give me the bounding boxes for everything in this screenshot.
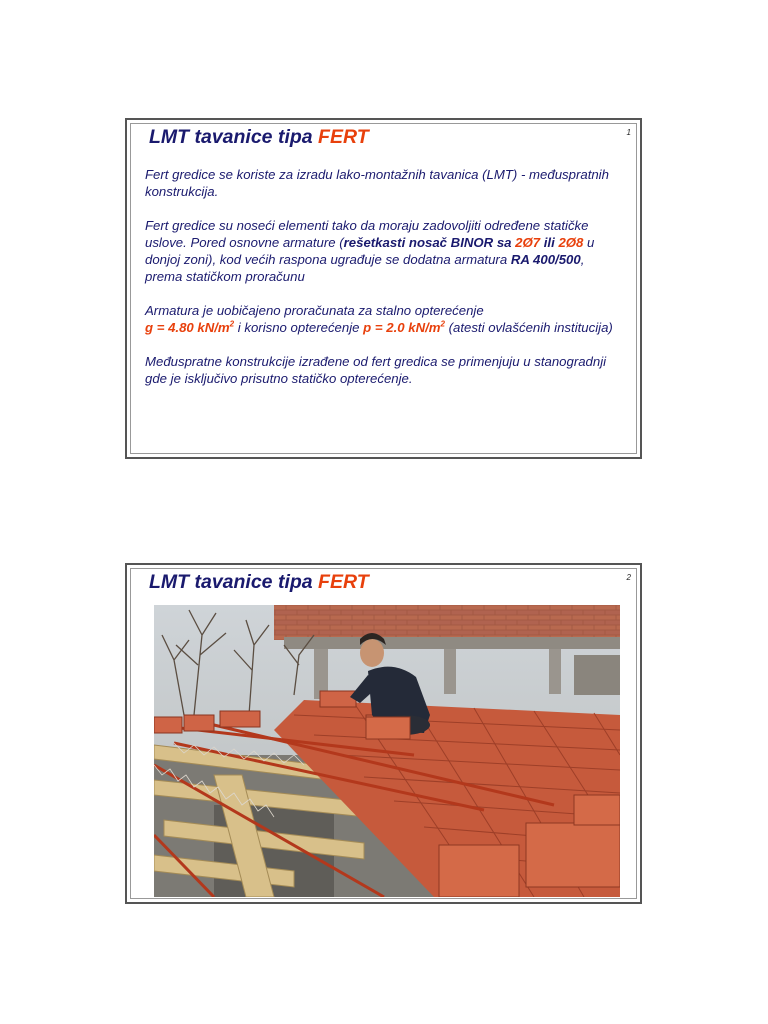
slide-2-title-accent: FERT (318, 571, 369, 593)
slide-1-body (145, 166, 625, 404)
slide-2-title: LMT tavanice tipa FERT (149, 571, 369, 593)
paragraph-2: Fert gredice su noseći elementi tako da moraju zadovoljiti određene statičke uslove. Pored osnovne armature (rešetkasti nosač BINOR sa 2Ø7 ili 2Ø8 u donjoj zoni), kod većih raspona ugrađuje se dodatna armatura RA 400/500, prema statičkom proračunu (145, 218, 595, 284)
slide-2-number: 2 (626, 573, 631, 582)
paragraph-1: Fert gredice se koriste za izradu lako-montažnih tavanica (LMT) - međuspratnih konstrukcija. (145, 167, 609, 199)
slide-1-number: 1 (626, 128, 631, 137)
construction-photo (154, 605, 620, 897)
paragraph-4: Međuspratne konstrukcije izrađene od fert gredica se primenjuju u stanogradnji gde je isključivo prisutno statičko opterećenje. (145, 354, 607, 386)
paragraph-3: Armatura je uobičajeno proračunata za stalno opterećenje g = 4.80 $kN/m^2$ i korisno opterećenje p = 2.0 $kN/m^2$ (atesti ovlašćenih institucija) (145, 303, 613, 335)
slide-1-title: LMT tavanice tipa FERT (149, 126, 369, 148)
slide-2 (125, 563, 642, 904)
slide-1-title-accent: FERT (318, 126, 369, 148)
slide-1 (125, 118, 642, 459)
